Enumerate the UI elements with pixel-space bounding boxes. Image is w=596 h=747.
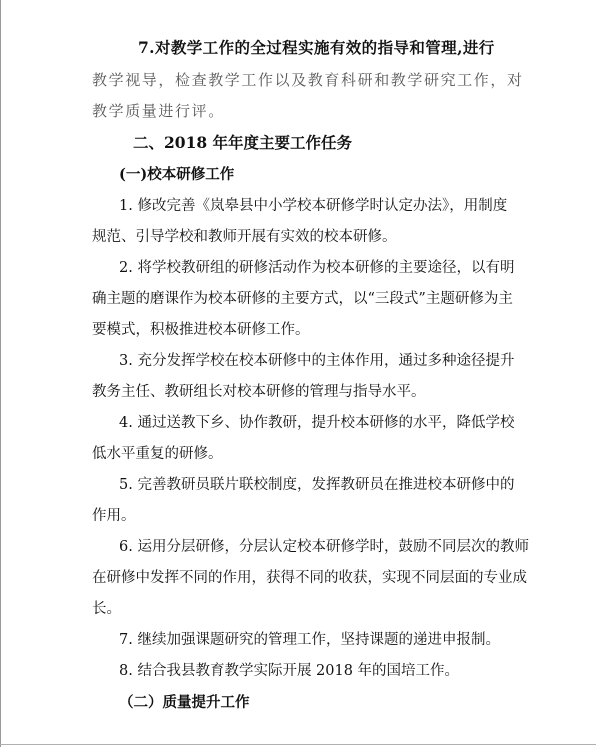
item-5-line-1: 5. 完善教研员联片联校制度，发挥教研员在推进校本研修中的	[119, 477, 515, 493]
item-5-line-2: 作用。	[92, 508, 136, 524]
item-6-line-1: 6. 运用分层研修，分层认定校本研修学时，鼓励不同层次的教师	[119, 539, 529, 555]
item-4-line-1: 4. 通过送教下乡、协作教研，提升校本研修的水平，降低学校	[119, 415, 515, 431]
section-title: 二、2018 年年度主要工作任务	[133, 133, 353, 152]
item-2-line-3: 要模式，积极推进校本研修工作。	[92, 322, 310, 338]
item-1-line-2: 规范、引导学校和教师开展有实效的校本研修。	[92, 229, 397, 245]
item-6-line-2: 在研修中发挥不同的作用，获得不同的收获，实现不同层面的专业成	[92, 570, 527, 586]
item-3-line-1: 3. 充分发挥学校在校本研修中的主体作用，通过多种途径提升	[119, 353, 515, 369]
page-bottom-edge	[0, 744, 596, 745]
intro-line-1: 教学视导，检查教学工作以及教育科研和教学研究工作，对	[92, 71, 524, 89]
subsection-title-1: (一)校本研修工作	[119, 166, 235, 183]
item-3-line-2: 教务主任、教研组长对校本研修的管理与指导水平。	[92, 384, 426, 400]
item-1-line-1: 1. 修改完善《岚皋县中小学校本研修学时认定办法》，用制度	[119, 198, 508, 214]
page-left-edge	[0, 0, 1, 747]
item-7-line-1: 7. 继续加强课题研究的管理工作，坚持课题的递进申报制。	[119, 632, 500, 648]
top-heading: 7.对教学工作的全过程实施有效的指导和管理,进行	[138, 38, 495, 57]
subsection-title-2: （二）质量提升工作	[119, 694, 250, 711]
item-6-line-3: 长。	[92, 601, 121, 617]
item-2-line-2: 确主题的磨课作为校本研修的主要方式，以“三段式”主题研修为主	[92, 291, 513, 307]
item-4-line-2: 低水平重复的研修。	[92, 446, 223, 462]
intro-line-2: 教学质量进行评。	[92, 102, 225, 120]
item-8-line-1: 8. 结合我县教育教学实际开展 2018 年的国培工作。	[119, 663, 460, 679]
item-2-line-1: 2. 将学校教研组的研修活动作为校本研修的主要途径，以有明	[119, 260, 515, 276]
